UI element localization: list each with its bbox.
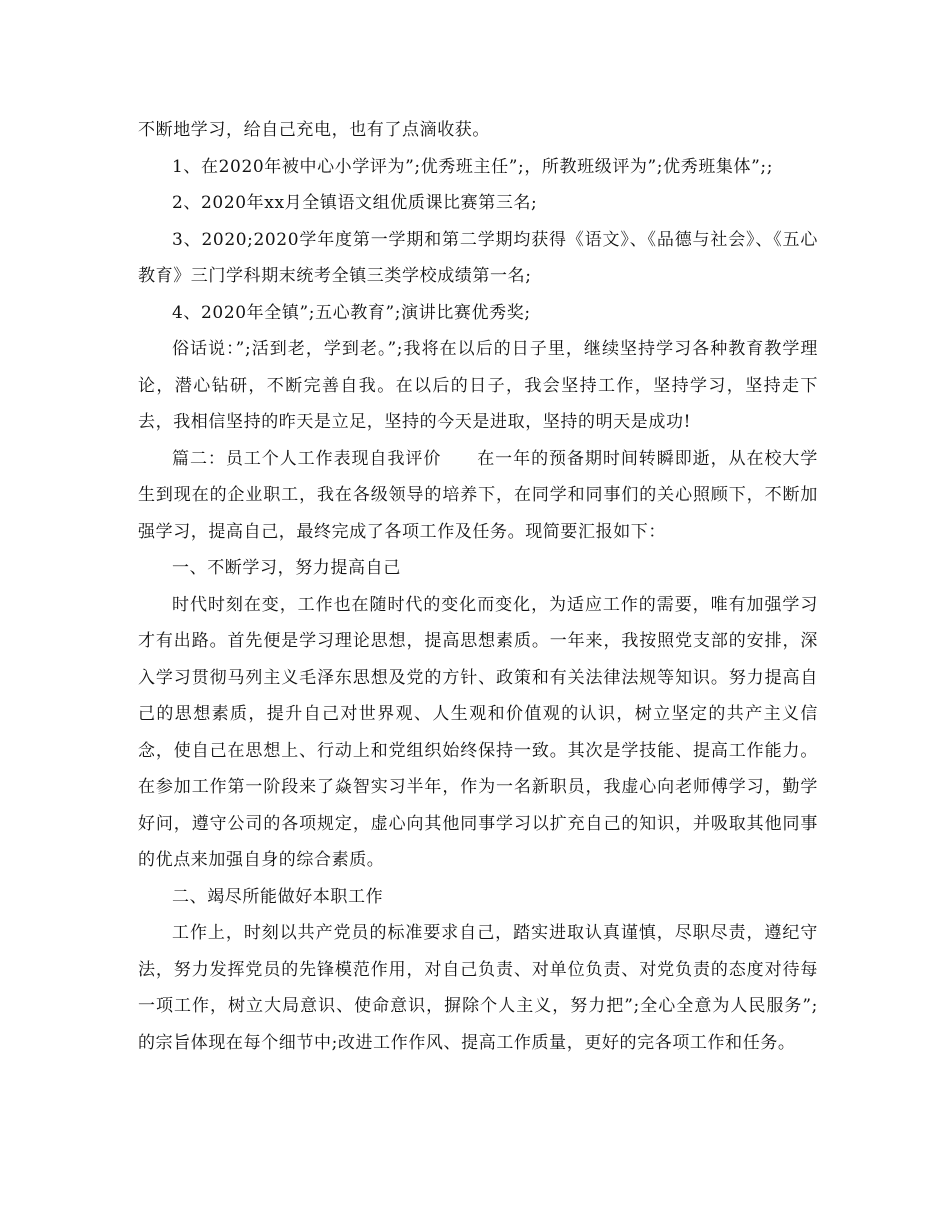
- paragraph-award-2: 2、2020年xx月全镇语文组优质课比赛第三名;: [172, 193, 538, 213]
- paragraph-part-two-intro: 篇二：员工个人工作表现自我评价 在一年的预备期时间转瞬即逝，从在校大学生到现在的企业职工，我在各级领导的培养下，在同学和同事们的关心照顾下，不断加强学习，提高自己，最终完成了各项工作及任务。现简要汇报如下：: [138, 448, 818, 542]
- document-page: [138, 112, 818, 1061]
- paragraph-saying: 俗话说：”;活到老，学到老。”;我将在以后的日子里，继续坚持学习各种教育教学理论，潜心钻研，不断完善自我。在以后的日子，我会坚持工作，坚持学习，坚持走下去，我相信坚持的昨天是立足，坚持的今天是进取，坚持的明天是成功!: [138, 339, 818, 432]
- paragraph-award-1: 1、在2020年被中心小学评为”;优秀班主任”;，所教班级评为”;优秀班集体”;;: [172, 156, 774, 177]
- section-heading-1: 一、不断学习，努力提高自己: [172, 558, 401, 578]
- paragraph-award-4: 4、2020年全镇”;五心教育”;演讲比赛优秀奖;: [172, 302, 531, 323]
- paragraph-award-3: 3、2020;2020学年度第一学期和第二学期均获得《语文》、《品德与社会》、《五心教育》三门学科期末统考全镇三类学校成绩第一名;: [138, 229, 818, 286]
- paragraph-continuation: 不断地学习，给自己充电，也有了点滴收获。: [138, 120, 490, 140]
- section-heading-2: 二、竭尽所能做好本职工作: [172, 886, 384, 907]
- paragraph-work: 工作上，时刻以共产党员的标准要求自己，踏实进取认真谨慎，尽职尽责，遵纪守法，努力发挥党员的先锋模范作用，对自己负责、对单位负责、对党负责的态度对待每一项工作，树立大局意识、使命意识，摒除个人主义，努力把”;全心全意为人民服务”;的宗旨体现在每个细节中;改进工作作风、提高工作质量，更好的完各项工作和任务。: [138, 923, 818, 1053]
- paragraph-study: 时代时刻在变，工作也在随时代的变化而变化，为适应工作的需要，唯有加强学习才有出路。首先便是学习理论思想，提高思想素质。一年来，我按照党支部的安排，深入学习贯彻马列主义毛泽东思想及党的方针、政策和有关法律法规等知识。努力提高自己的思想素质，提升自己对世界观、人生观和价值观的认识，树立坚定的共产主义信念，使自己在思想上、行动上和党组织始终保持一致。其次是学技能、提高工作能力。在参加工作第一阶段来了焱智实习半年，作为一名新职员，我虚心向老师傅学习，勤学好问，遵守公司的各项规定，虚心向其他同事学习以扩充自己的知识，并吸取其他同事的优点来加强自身的综合素质。: [138, 594, 818, 870]
